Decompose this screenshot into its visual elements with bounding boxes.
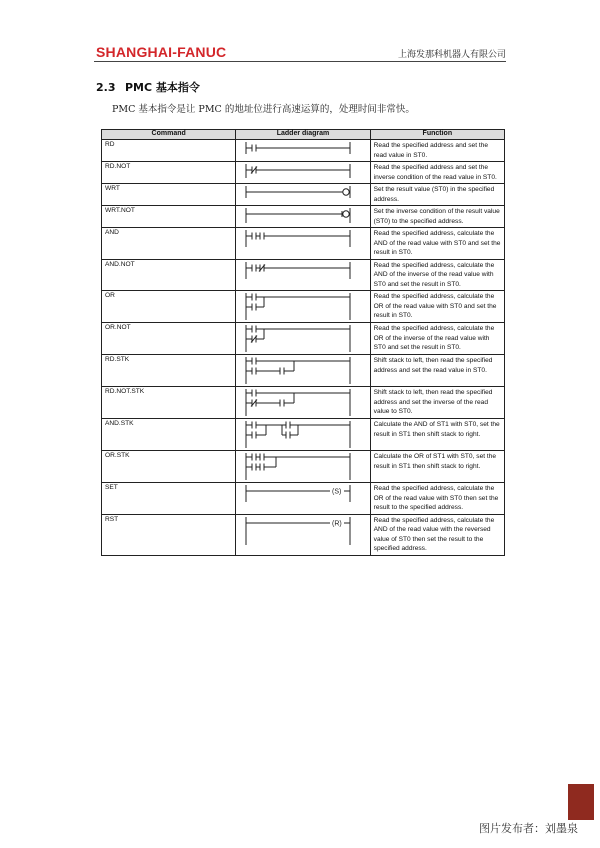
ladder-diagram-rd [236, 140, 360, 156]
svg-text:(S): (S) [332, 488, 342, 496]
command-cell: AND [102, 228, 236, 260]
ladder-diagram-rdstk [236, 355, 360, 386]
function-cell: Read the specified address, calculate the OR of the read value with ST0 and set the result in ST0. [370, 291, 504, 323]
table-header-row [102, 130, 505, 140]
ladder-diagram-cell [236, 184, 370, 206]
function-cell: Read the specified address, calculate the AND of the read value with the reversed value of ST0 then set the result to the specified address. [370, 514, 504, 555]
function-cell: Read the specified address, calculate the AND of the inverse of the read value with ST0 and set the result in ST0. [370, 259, 504, 291]
ladder-diagram-ornot [236, 323, 360, 354]
ladder-diagram-or [236, 291, 360, 322]
table-row [102, 483, 505, 515]
ladder-diagram-set [236, 483, 360, 504]
table-row [102, 355, 505, 387]
ladder-diagram-cell [236, 355, 370, 387]
function-cell: Read the specified address, calculate the OR of the read value with ST0 then set the result to the specified address. [370, 483, 504, 515]
ladder-diagram-cell [236, 140, 370, 162]
command-cell: WRT [102, 184, 236, 206]
command-cell: AND.STK [102, 419, 236, 451]
ladder-diagram-cell [236, 162, 370, 184]
command-cell: AND.NOT [102, 259, 236, 291]
ladder-diagram-and [236, 228, 360, 249]
ladder-diagram-cell [236, 259, 370, 291]
header-function: Function [370, 130, 504, 140]
function-cell: Read the specified address, calculate the AND of the read value with ST0 and set the result in ST0. [370, 228, 504, 260]
publisher-logo-icon [568, 784, 594, 820]
ladder-diagram-andnot [236, 260, 360, 281]
ladder-diagram-cell [236, 483, 370, 515]
table-row [102, 162, 505, 184]
command-cell: RST [102, 514, 236, 555]
ladder-diagram-cell [236, 387, 370, 419]
table-row [102, 451, 505, 483]
function-cell: Calculate the AND of ST1 with ST0, set the result in ST1 then shift stack to right. [370, 419, 504, 451]
table-row [102, 140, 505, 162]
function-cell: Set the inverse condition of the result value (ST0) to the specified address. [370, 206, 504, 228]
function-cell: Read the specified address, calculate the OR of the inverse of the read value with ST0 and set the result in ST0. [370, 323, 504, 355]
brand-logo-text: SHANGHAI-FANUC [96, 44, 227, 60]
command-cell: WRT.NOT [102, 206, 236, 228]
table-row [102, 323, 505, 355]
ladder-diagram-cell [236, 228, 370, 260]
command-cell: OR [102, 291, 236, 323]
function-cell: Set the result value (ST0) in the specified address. [370, 184, 504, 206]
command-cell: SET [102, 483, 236, 515]
command-cell: RD [102, 140, 236, 162]
function-cell: Calculate the OR of ST1 with ST0, set the result in ST1 then shift stack to right. [370, 451, 504, 483]
section-title: PMC 基本指令 [125, 81, 200, 94]
table-row [102, 228, 505, 260]
command-cell: RD.STK [102, 355, 236, 387]
table-row [102, 259, 505, 291]
ladder-diagram-wrtnot [236, 206, 360, 225]
ladder-diagram-andstk [236, 419, 360, 450]
svg-text:(R): (R) [332, 520, 343, 527]
ladder-diagram-rdnotstk [236, 387, 360, 418]
header-ladder-diagram: Ladder diagram [236, 130, 370, 140]
header-command: Command [102, 130, 236, 140]
ladder-diagram-orstk [236, 451, 360, 482]
table-row [102, 184, 505, 206]
ladder-diagram-cell [236, 291, 370, 323]
command-cell: OR.STK [102, 451, 236, 483]
ladder-diagram-cell [236, 206, 370, 228]
function-cell: Shift stack to left, then read the specified address and set the read value in ST0. [370, 355, 504, 387]
ladder-diagram-wrt [236, 184, 360, 200]
company-name: 上海发那科机器人有限公司 [397, 50, 506, 60]
command-cell: RD.NOT [102, 162, 236, 184]
table-row [102, 514, 505, 555]
table-row [102, 419, 505, 451]
pmc-instruction-table [101, 129, 505, 556]
header-divider [94, 61, 506, 62]
ladder-diagram-cell [236, 451, 370, 483]
publisher-watermark: 图片发布者：刘墨泉 [479, 822, 578, 835]
section-heading [96, 79, 200, 95]
table-row [102, 291, 505, 323]
ladder-diagram-rdnot [236, 162, 360, 180]
ladder-diagram-cell [236, 419, 370, 451]
table-row [102, 387, 505, 419]
function-cell: Read the specified address and set the inverse condition of the read value in ST0. [370, 162, 504, 184]
command-cell: RD.NOT.STK [102, 387, 236, 419]
section-intro: PMC 基本指令是让 PMC 的地址位进行高速运算的，处理时间非常快。 [112, 104, 415, 115]
ladder-diagram-cell [236, 514, 370, 555]
table-row [102, 206, 505, 228]
function-cell: Shift stack to left, then read the specified address and set the inverse of the read value to ST0. [370, 387, 504, 419]
ladder-diagram-rst [236, 515, 360, 547]
ladder-diagram-cell [236, 323, 370, 355]
function-cell: Read the specified address and set the read value in ST0. [370, 140, 504, 162]
section-number: 2.3 [96, 81, 116, 94]
command-cell: OR.NOT [102, 323, 236, 355]
